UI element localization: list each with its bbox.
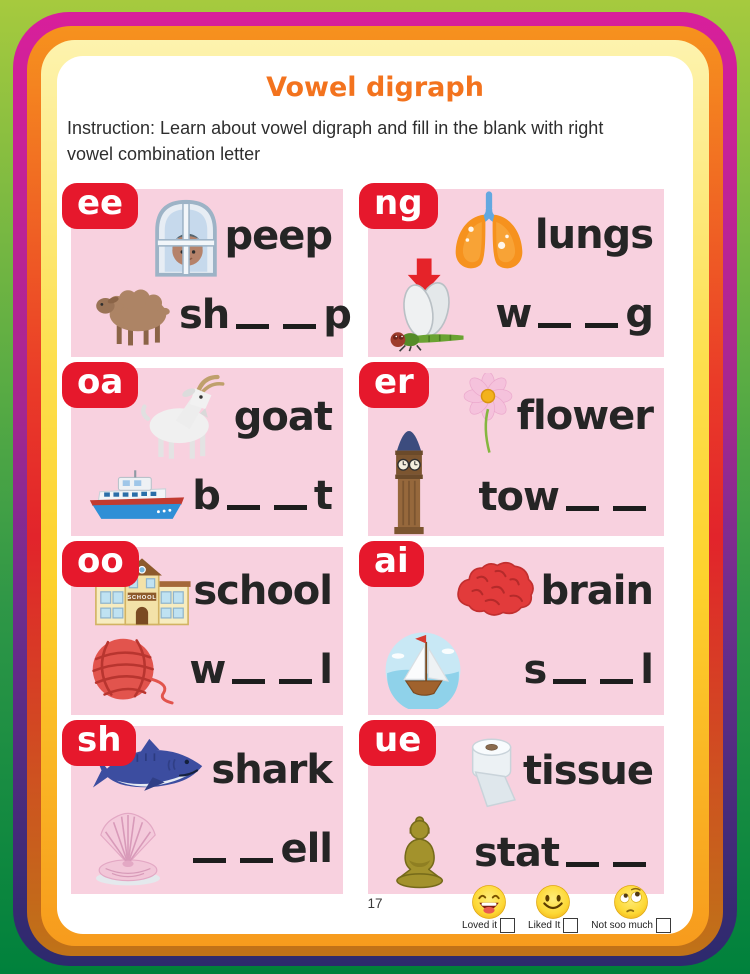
feedback-checkbox[interactable] (656, 918, 671, 933)
word-prefix: s (523, 646, 547, 693)
answer-blank[interactable] (566, 862, 599, 867)
sailboat-icon (384, 631, 462, 709)
word-prefix: w (495, 291, 532, 338)
answer-blank[interactable] (600, 679, 633, 684)
fill-in-word-row (79, 631, 335, 712)
statue-icon (384, 811, 456, 895)
fill-in-word (186, 826, 332, 872)
worksheet-page (57, 56, 693, 934)
digraph-label: er (359, 362, 429, 408)
word-suffix: l (640, 646, 653, 693)
page-title: Vowel digraph (266, 72, 484, 103)
answer-blank[interactable] (240, 858, 273, 863)
fill-in-word (189, 647, 332, 693)
word-prefix: stat (473, 830, 559, 877)
example-word: tissue (522, 748, 653, 795)
digraph-label: ng (359, 183, 438, 229)
word-prefix: tow (478, 474, 559, 521)
digraph-label: ai (359, 541, 424, 587)
page-number: 17 (367, 896, 383, 911)
border-frame-yellow (41, 40, 709, 946)
example-word: goat (233, 394, 332, 441)
sheep-icon (87, 283, 179, 347)
feedback-label: Loved it (462, 920, 498, 931)
instruction-text: Instruction: Learn about vowel digraph and fill in the blank with right vowel combination letter (67, 118, 604, 164)
digraph-card (71, 362, 343, 536)
answer-blank[interactable] (274, 505, 307, 510)
digraph-label: ue (359, 720, 436, 766)
digraph-card (368, 720, 664, 894)
fill-in-word-row (376, 276, 656, 354)
answer-blank[interactable] (236, 324, 269, 329)
digraph-card (71, 183, 351, 357)
boat-icon (87, 467, 187, 525)
word-prefix: w (189, 646, 226, 693)
example-word: flower (516, 393, 653, 440)
example-word: peep (224, 213, 332, 260)
feedback-checkbox[interactable] (563, 918, 578, 933)
answer-blank[interactable] (538, 323, 571, 328)
fill-in-word (478, 474, 653, 520)
digraph-label: oa (62, 362, 138, 408)
tissue-icon (461, 731, 523, 811)
fill-in-word (523, 647, 653, 693)
word-suffix: ell (280, 825, 332, 872)
goat-icon (134, 373, 234, 461)
answer-blank[interactable] (613, 862, 646, 867)
example-word: lungs (534, 212, 653, 259)
word-suffix: l (319, 646, 332, 693)
digraph-card (368, 183, 664, 357)
fill-in-word-row (376, 459, 656, 537)
fill-in-word (179, 292, 351, 338)
feedback-option (591, 884, 671, 933)
feedback-rating (462, 884, 671, 933)
word-suffix: g (625, 291, 653, 338)
border-frame-pink (13, 12, 737, 966)
page-footer (57, 884, 693, 932)
tower-icon (384, 459, 434, 535)
digraph-label: oo (62, 541, 139, 587)
example-word: brain (540, 568, 653, 615)
shell-icon (87, 811, 169, 887)
skeptical-face-icon (613, 884, 649, 920)
digraph-card (368, 541, 664, 715)
feedback-option (462, 884, 515, 933)
feedback-checkbox[interactable] (500, 918, 515, 933)
border-frame-orange (27, 26, 723, 956)
fill-in-word (192, 473, 332, 519)
answer-blank[interactable] (227, 505, 260, 510)
feedback-label: Liked It (528, 920, 561, 931)
example-word: school (193, 568, 332, 615)
digraph-card-grid (71, 183, 693, 894)
answer-blank[interactable] (566, 506, 599, 511)
answer-blank[interactable] (232, 679, 265, 684)
word-suffix: t (313, 472, 332, 519)
wool-icon (87, 632, 177, 708)
digraph-label: ee (62, 183, 138, 229)
answer-blank[interactable] (553, 679, 586, 684)
answer-blank[interactable] (283, 324, 316, 329)
example-word: shark (211, 747, 332, 794)
feedback-label: Not soo much (591, 920, 653, 931)
window-icon (148, 194, 224, 278)
feedback-option (528, 884, 578, 933)
brain-icon (452, 558, 540, 624)
fill-in-word-row (376, 631, 656, 712)
fill-in-word (474, 830, 653, 876)
fill-in-word-row (79, 461, 335, 532)
answer-blank[interactable] (585, 323, 618, 328)
answer-blank[interactable] (279, 679, 312, 684)
digraph-card (368, 362, 664, 536)
fill-in-word (495, 291, 653, 337)
laughing-face-icon (471, 884, 507, 920)
digraph-card (71, 720, 343, 894)
dragonfly-icon (384, 276, 466, 352)
fill-in-word-row (79, 810, 335, 891)
word-prefix: b (192, 472, 220, 519)
answer-blank[interactable] (193, 858, 226, 863)
word-suffix: p (323, 291, 351, 338)
smiley-face-icon (535, 884, 571, 920)
fill-in-word-row (79, 278, 351, 353)
flower-icon (459, 373, 517, 459)
digraph-label: sh (62, 720, 136, 766)
answer-blank[interactable] (613, 506, 646, 511)
word-prefix: sh (179, 291, 230, 338)
digraph-card (71, 541, 343, 715)
